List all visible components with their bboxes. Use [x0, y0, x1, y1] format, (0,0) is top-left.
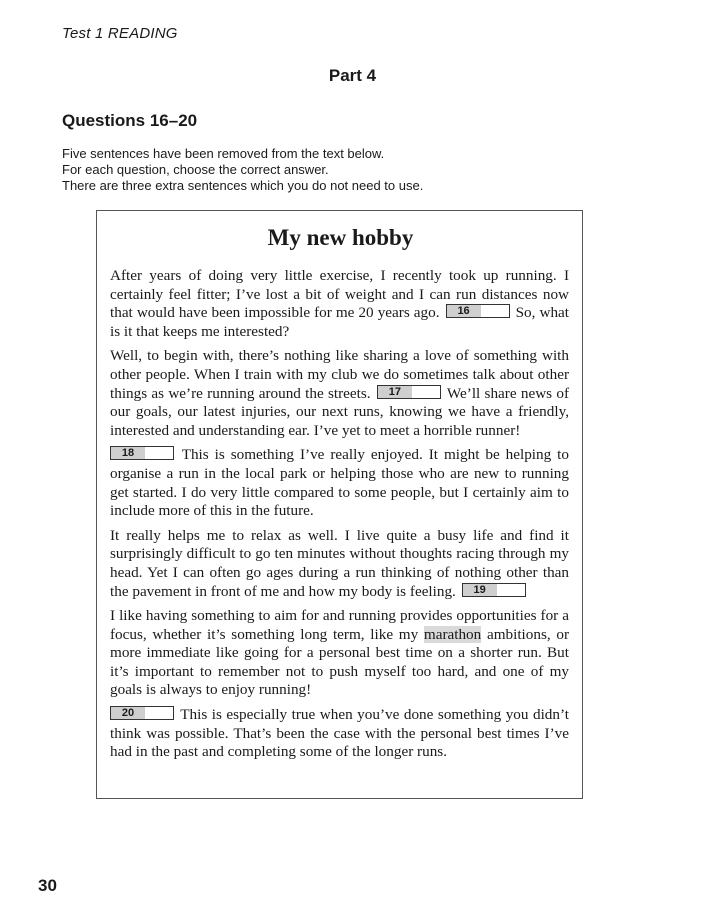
paragraph-text: After years of doing very little exercise, I recently took up running. I certainly feel fitter; I’ve lost a bit of weight and I can run distances now that would have been impossible for me 20 years ago. — [110, 267, 569, 322]
gap-19[interactable] — [462, 583, 526, 597]
gap-number: 16 — [447, 305, 481, 317]
paragraph-text: It really helps me to relax as well. I live quite a busy life and find it surprisingly difficult to go ten minutes without thoughts racing through my head. Yet I can often go ages during a run thinking of nothing other than the pavement in front of me and how my body is feeling. — [110, 526, 569, 600]
paragraph-text: I like having something to aim for and running provides opportunities for a focus, whether it’s something long term, like my — [110, 607, 569, 643]
paragraph-text: ambitions, or more immediate like going for a personal best time on a shorter run. But it’s important to remember not to push myself too hard, and one of my goals is always to enjoy running! — [110, 625, 570, 699]
paragraph-text: Well, to begin with, there’s nothing like sharing a love of something with other people. When I train with my club we do sometimes talk about other things as we’re running around the streets. — [110, 347, 569, 402]
gap-16[interactable] — [446, 304, 510, 318]
paragraph-6 — [110, 706, 569, 762]
instruction-line: Five sentences have been removed from the text below. — [62, 146, 385, 161]
instructions — [62, 146, 423, 194]
gap-number: 18 — [111, 447, 145, 459]
gap-18[interactable] — [110, 446, 174, 460]
questions-title: Questions 16–20 — [62, 111, 198, 130]
running-header: Test 1 READING — [62, 25, 178, 42]
gap-number: 20 — [111, 707, 145, 719]
story-title: My new hobby — [267, 225, 414, 250]
paragraph-text: We’ll share news of our goals, our latest injuries, our next runs, knowing we have a friendly, interested and understanding ear. I’ve yet to meet a horrible runner! — [110, 384, 570, 439]
paragraph-4 — [110, 527, 569, 601]
paragraph-3 — [110, 446, 569, 520]
instruction-line: For each question, choose the correct answer. — [62, 162, 329, 177]
gap-17[interactable] — [377, 385, 441, 399]
paragraph-text: This is something I’ve really enjoyed. It might be helping to organise a run in the local park or helping those who are new to running get started. I do very little compared to some people, but I certainly aim to include more of this in the future. — [110, 446, 569, 520]
paragraph-5 — [110, 607, 569, 700]
text-box — [96, 210, 583, 799]
gap-20[interactable] — [110, 706, 174, 720]
highlighted-word: marathon — [423, 625, 482, 643]
paragraph-1 — [110, 267, 569, 341]
paragraph-text: So, what is it that keeps me interested? — [110, 304, 570, 340]
page-number: 30 — [38, 876, 57, 895]
gap-number: 19 — [463, 584, 497, 596]
paragraph-text: This is especially true when you’ve done something you didn’t think was possible. That’s been the case with the personal best times I’ve had in the past and completing some of the longer runs. — [110, 706, 569, 761]
story-text — [110, 267, 569, 768]
gap-number: 17 — [378, 386, 412, 398]
paragraph-2 — [110, 347, 569, 440]
part-title: Part 4 — [328, 66, 377, 85]
instruction-line: There are three extra sentences which you do not need to use. — [62, 178, 424, 193]
